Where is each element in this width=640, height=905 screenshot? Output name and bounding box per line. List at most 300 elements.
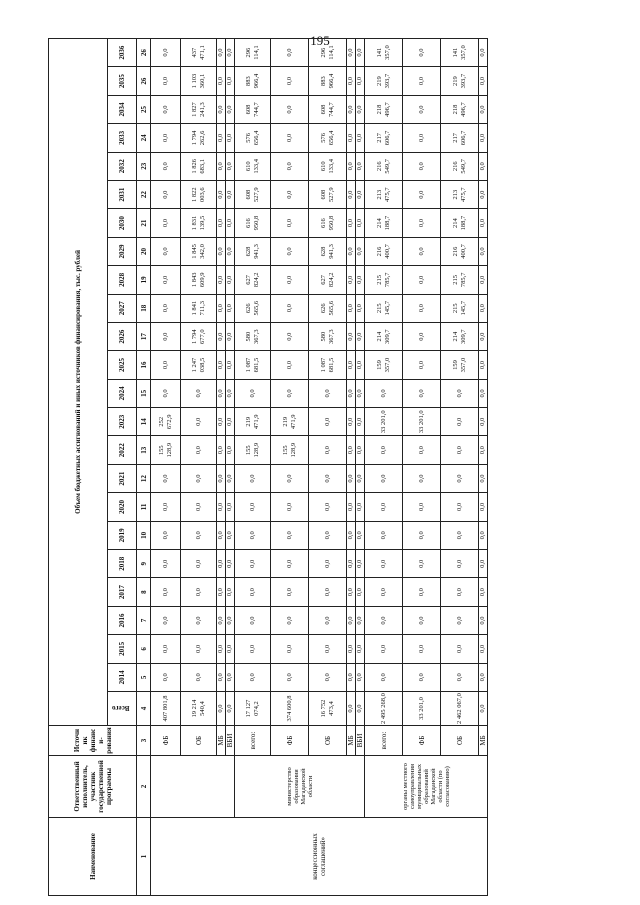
year-value-cell: 0,0 (365, 521, 403, 549)
total-cell: 33 201,0 (403, 692, 441, 726)
header-year: 2020 (108, 493, 137, 521)
header-year: 2021 (108, 464, 137, 492)
year-value-cell: 0,0 (151, 209, 181, 237)
column-number: 18 (137, 294, 151, 322)
year-value-cell: 219 471,9 (235, 408, 271, 436)
header-year: 2029 (108, 237, 137, 265)
year-value-cell: 1 831 139,5 (181, 209, 217, 237)
column-number: 12 (137, 464, 151, 492)
year-value-cell: 0,0 (217, 294, 226, 322)
year-value-cell: 0,0 (479, 663, 488, 691)
column-number: 26 (137, 67, 151, 95)
year-value-cell: 159 357,0 (365, 351, 403, 379)
year-value-cell: 0,0 (226, 663, 235, 691)
total-cell: 0,0 (479, 692, 488, 726)
year-value-cell: 0,0 (403, 635, 441, 663)
year-value-cell: 0,0 (235, 606, 271, 634)
total-cell: 2 462 067,0 (441, 692, 479, 726)
year-value-cell: 0,0 (226, 408, 235, 436)
header-year: 2030 (108, 209, 137, 237)
year-value-cell: 0,0 (365, 464, 403, 492)
year-value-cell: 0,0 (151, 180, 181, 208)
year-value-cell: 0,0 (226, 237, 235, 265)
year-value-cell: 296 114,1 (235, 38, 271, 67)
year-value-cell: 0,0 (151, 237, 181, 265)
year-value-cell: 215 785,7 (365, 266, 403, 294)
page-number: 195 (310, 33, 330, 48)
year-value-cell: 0,0 (226, 493, 235, 521)
funding-source-cell: ВБИ (356, 726, 365, 756)
year-value-cell: 0,0 (271, 550, 309, 578)
column-number: 7 (137, 606, 151, 634)
year-value-cell: 0,0 (309, 379, 347, 407)
header-year: 2014 (108, 663, 137, 691)
year-value-cell: 0,0 (365, 663, 403, 691)
header-year: 2017 (108, 578, 137, 606)
column-number: 2 (137, 756, 151, 818)
total-cell: 17 127 074,2 (235, 692, 271, 726)
year-value-cell: 0,0 (347, 663, 356, 691)
year-value-cell: 883 966,4 (235, 67, 271, 95)
year-value-cell: 0,0 (217, 436, 226, 464)
year-value-cell: 626 565,6 (235, 294, 271, 322)
year-value-cell: 215 145,7 (441, 294, 479, 322)
year-value-cell: 0,0 (479, 351, 488, 379)
year-value-cell: 0,0 (151, 493, 181, 521)
year-value-cell: 0,0 (226, 436, 235, 464)
year-value-cell: 0,0 (356, 464, 365, 492)
year-value-cell: 616 950,8 (235, 209, 271, 237)
header-year: 2027 (108, 294, 137, 322)
year-value-cell: 0,0 (151, 351, 181, 379)
year-value-cell: 0,0 (151, 379, 181, 407)
year-value-cell: 0,0 (151, 152, 181, 180)
year-value-cell: 216 549,7 (441, 152, 479, 180)
year-value-cell: 0,0 (356, 550, 365, 578)
table-rotation-frame (48, 44, 608, 896)
year-value-cell: 0,0 (479, 379, 488, 407)
header-year: 2035 (108, 67, 137, 95)
funding-source-cell: ОБ (309, 726, 347, 756)
year-value-cell: 159 357,0 (441, 351, 479, 379)
table-body (151, 38, 488, 895)
column-number: 10 (137, 521, 151, 549)
year-value-cell: 0,0 (356, 38, 365, 67)
year-value-cell: 218 496,7 (365, 95, 403, 123)
year-value-cell: 608 527,9 (309, 180, 347, 208)
year-value-cell: 0,0 (356, 124, 365, 152)
year-value-cell: 0,0 (181, 606, 217, 634)
year-value-cell: 0,0 (347, 124, 356, 152)
year-value-cell: 0,0 (271, 464, 309, 492)
header-executor: Ответственный исполнитель, участник государственной программы (49, 756, 137, 818)
year-value-cell: 576 656,4 (235, 124, 271, 152)
year-value-cell: 0,0 (271, 322, 309, 350)
year-value-cell: 0,0 (271, 124, 309, 152)
total-cell: 19 214 540,4 (181, 692, 217, 726)
year-value-cell: 0,0 (226, 464, 235, 492)
year-value-cell: 0,0 (347, 408, 356, 436)
year-value-cell: 219 393,7 (365, 67, 403, 95)
year-value-cell: 0,0 (347, 237, 356, 265)
year-value-cell: 0,0 (356, 266, 365, 294)
header-year: 2025 (108, 351, 137, 379)
year-value-cell: 0,0 (151, 124, 181, 152)
year-value-cell: 0,0 (356, 152, 365, 180)
year-value-cell: 33 201,0 (365, 408, 403, 436)
year-value-cell: 0,0 (226, 578, 235, 606)
column-number: 19 (137, 266, 151, 294)
year-value-cell: 0,0 (479, 294, 488, 322)
year-value-cell: 0,0 (271, 606, 309, 634)
year-value-cell: 0,0 (226, 95, 235, 123)
year-value-cell: 0,0 (217, 379, 226, 407)
header-year: 2032 (108, 152, 137, 180)
year-value-cell: 0,0 (226, 294, 235, 322)
funding-source-cell: всего: (365, 726, 403, 756)
header-year: 2031 (108, 180, 137, 208)
year-value-cell: 627 824,2 (309, 266, 347, 294)
total-cell: 374 600,8 (271, 692, 309, 726)
year-value-cell: 608 744,7 (309, 95, 347, 123)
table-row (365, 38, 403, 895)
total-cell: 0,0 (347, 692, 356, 726)
year-value-cell: 0,0 (217, 635, 226, 663)
year-value-cell: 0,0 (479, 436, 488, 464)
year-value-cell: 0,0 (235, 464, 271, 492)
year-value-cell: 0,0 (271, 180, 309, 208)
year-value-cell: 0,0 (181, 493, 217, 521)
year-value-cell: 0,0 (181, 635, 217, 663)
header-total: Всего (108, 692, 137, 726)
column-number: 11 (137, 493, 151, 521)
year-value-cell: 0,0 (181, 578, 217, 606)
header-year: 2026 (108, 322, 137, 350)
year-value-cell: 0,0 (181, 550, 217, 578)
funding-source-cell: всего: (235, 726, 271, 756)
year-value-cell: 628 941,3 (235, 237, 271, 265)
year-value-cell: 0,0 (271, 209, 309, 237)
year-value-cell: 0,0 (365, 379, 403, 407)
year-value-cell: 0,0 (151, 95, 181, 123)
column-number: 14 (137, 408, 151, 436)
year-value-cell: 213 475,7 (441, 180, 479, 208)
year-value-cell: 0,0 (217, 152, 226, 180)
year-value-cell: 0,0 (403, 663, 441, 691)
funding-source-cell: ФБ (151, 726, 181, 756)
year-value-cell: 0,0 (181, 436, 217, 464)
total-cell: 16 752 473,4 (309, 692, 347, 726)
year-value-cell: 0,0 (151, 550, 181, 578)
year-value-cell: 0,0 (226, 606, 235, 634)
year-value-cell: 0,0 (271, 152, 309, 180)
table-row (151, 38, 181, 895)
year-value-cell: 0,0 (356, 209, 365, 237)
year-value-cell: 0,0 (479, 635, 488, 663)
year-value-cell: 0,0 (365, 578, 403, 606)
year-value-cell: 0,0 (479, 209, 488, 237)
year-value-cell: 0,0 (347, 209, 356, 237)
year-value-cell: 0,0 (403, 209, 441, 237)
year-value-cell: 0,0 (151, 521, 181, 549)
table-row (235, 38, 271, 895)
year-value-cell: 0,0 (347, 67, 356, 95)
year-value-cell: 0,0 (479, 550, 488, 578)
year-value-cell: 0,0 (356, 493, 365, 521)
total-cell: 407 801,8 (151, 692, 181, 726)
year-value-cell: 0,0 (347, 180, 356, 208)
year-value-cell: 0,0 (479, 408, 488, 436)
year-value-cell: 0,0 (226, 124, 235, 152)
year-value-cell: 141 357,0 (365, 38, 403, 67)
year-value-cell: 0,0 (226, 322, 235, 350)
funding-table (48, 38, 488, 896)
year-value-cell: 218 496,7 (441, 95, 479, 123)
year-value-cell: 0,0 (479, 124, 488, 152)
year-value-cell: 0,0 (151, 67, 181, 95)
year-value-cell: 214 309,7 (441, 322, 479, 350)
year-value-cell: 216 400,7 (365, 237, 403, 265)
funding-source-cell: ОБ (441, 726, 479, 756)
year-value-cell: 0,0 (347, 578, 356, 606)
year-value-cell: 0,0 (217, 266, 226, 294)
year-value-cell: 0,0 (217, 578, 226, 606)
year-value-cell: 155 128,9 (271, 436, 309, 464)
year-value-cell: 0,0 (441, 606, 479, 634)
year-value-cell: 616 950,8 (309, 209, 347, 237)
year-value-cell: 0,0 (365, 436, 403, 464)
year-value-cell: 0,0 (217, 95, 226, 123)
year-value-cell: 1 794 677,0 (181, 322, 217, 350)
year-value-cell: 0,0 (151, 38, 181, 67)
column-number: 9 (137, 550, 151, 578)
year-value-cell: 627 824,2 (235, 266, 271, 294)
year-value-cell: 1 087 681,5 (309, 351, 347, 379)
year-value-cell: 1 845 342,0 (181, 237, 217, 265)
year-value-cell: 0,0 (271, 663, 309, 691)
year-value-cell: 0,0 (441, 464, 479, 492)
year-value-cell: 0,0 (217, 124, 226, 152)
year-value-cell: 0,0 (479, 152, 488, 180)
year-value-cell: 0,0 (226, 152, 235, 180)
year-value-cell: 610 133,4 (235, 152, 271, 180)
year-value-cell: 215 145,7 (365, 294, 403, 322)
year-value-cell: 0,0 (356, 521, 365, 549)
column-number-row (137, 38, 151, 895)
year-value-cell: 0,0 (365, 493, 403, 521)
year-value-cell: 0,0 (309, 464, 347, 492)
year-value-cell: 0,0 (217, 521, 226, 549)
year-value-cell: 0,0 (347, 635, 356, 663)
year-value-cell: 141 357,0 (441, 38, 479, 67)
year-value-cell: 0,0 (403, 550, 441, 578)
year-value-cell: 580 367,3 (309, 322, 347, 350)
year-value-cell: 0,0 (271, 521, 309, 549)
year-value-cell: 219 393,7 (441, 67, 479, 95)
year-value-cell: 0,0 (403, 266, 441, 294)
year-value-cell: 0,0 (347, 322, 356, 350)
year-value-cell: 0,0 (479, 38, 488, 67)
year-value-cell: 0,0 (181, 464, 217, 492)
year-value-cell: 0,0 (403, 578, 441, 606)
year-value-cell: 0,0 (479, 606, 488, 634)
year-value-cell: 576 656,4 (309, 124, 347, 152)
year-value-cell: 296 114,1 (309, 38, 347, 67)
year-value-cell: 0,0 (235, 379, 271, 407)
year-value-cell: 0,0 (441, 521, 479, 549)
column-number: 13 (137, 436, 151, 464)
header-year: 2022 (108, 436, 137, 464)
column-number: 26 (137, 38, 151, 67)
year-value-cell: 1 822 003,6 (181, 180, 217, 208)
year-value-cell: 0,0 (151, 635, 181, 663)
year-value-cell: 0,0 (309, 606, 347, 634)
year-value-cell: 0,0 (356, 578, 365, 606)
year-value-cell: 0,0 (271, 95, 309, 123)
column-number: 24 (137, 124, 151, 152)
year-value-cell: 219 471,9 (271, 408, 309, 436)
year-value-cell: 0,0 (151, 663, 181, 691)
year-value-cell: 0,0 (403, 237, 441, 265)
column-number: 1 (137, 818, 151, 896)
year-value-cell: 213 475,7 (365, 180, 403, 208)
year-value-cell: 0,0 (347, 493, 356, 521)
table-header (49, 38, 151, 895)
year-value-cell: 0,0 (217, 408, 226, 436)
year-value-cell: 0,0 (271, 578, 309, 606)
year-value-cell: 155 128,9 (151, 436, 181, 464)
year-value-cell: 0,0 (403, 379, 441, 407)
header-source: Источник финанси-рования (49, 726, 137, 756)
year-value-cell: 0,0 (403, 38, 441, 67)
year-value-cell: 155 128,9 (235, 436, 271, 464)
year-value-cell: 0,0 (271, 635, 309, 663)
total-cell: 0,0 (226, 692, 235, 726)
year-value-cell: 0,0 (356, 635, 365, 663)
year-value-cell: 0,0 (181, 379, 217, 407)
year-value-cell: 33 201,0 (403, 408, 441, 436)
year-value-cell: 1 087 681,5 (235, 351, 271, 379)
year-value-cell: 0,0 (271, 67, 309, 95)
year-value-cell: 0,0 (151, 294, 181, 322)
year-value-cell: 0,0 (271, 294, 309, 322)
total-cell: 2 495 268,0 (365, 692, 403, 726)
funding-source-cell: ОБ (181, 726, 217, 756)
year-value-cell: 0,0 (271, 379, 309, 407)
year-value-cell: 0,0 (356, 237, 365, 265)
year-value-cell: 0,0 (309, 408, 347, 436)
year-value-cell: 0,0 (347, 379, 356, 407)
year-value-cell: 0,0 (479, 464, 488, 492)
year-value-cell: 0,0 (151, 266, 181, 294)
year-value-cell: 1 841 711,3 (181, 294, 217, 322)
header-year: 2036 (108, 38, 137, 67)
year-value-cell: 0,0 (226, 351, 235, 379)
year-value-cell: 0,0 (309, 550, 347, 578)
year-value-cell: 0,0 (347, 436, 356, 464)
year-value-cell: 0,0 (479, 180, 488, 208)
year-value-cell: 0,0 (217, 237, 226, 265)
year-value-cell: 0,0 (309, 635, 347, 663)
year-value-cell: 0,0 (347, 521, 356, 549)
funding-source-cell: ФБ (403, 726, 441, 756)
year-value-cell: 0,0 (479, 266, 488, 294)
year-value-cell: 0,0 (347, 266, 356, 294)
year-value-cell: 0,0 (217, 38, 226, 67)
header-name: Наименование (49, 818, 137, 896)
executor-cell: министерство образования Магаданской области (235, 756, 365, 818)
year-value-cell: 0,0 (309, 663, 347, 691)
total-cell: 0,0 (217, 692, 226, 726)
column-number: 16 (137, 351, 151, 379)
year-value-cell: 0,0 (441, 578, 479, 606)
year-value-cell: 0,0 (365, 550, 403, 578)
year-value-cell: 883 966,4 (309, 67, 347, 95)
column-number: 25 (137, 95, 151, 123)
year-value-cell: 0,0 (271, 493, 309, 521)
year-value-cell: 0,0 (226, 379, 235, 407)
header-year: 2024 (108, 379, 137, 407)
year-value-cell: 0,0 (441, 436, 479, 464)
column-number: 21 (137, 209, 151, 237)
year-value-cell: 0,0 (479, 322, 488, 350)
year-value-cell: 1 103 360,1 (181, 67, 217, 95)
year-value-cell: 0,0 (356, 379, 365, 407)
year-value-cell: 0,0 (441, 493, 479, 521)
header-year: 2033 (108, 124, 137, 152)
year-value-cell: 0,0 (181, 521, 217, 549)
year-value-cell: 0,0 (356, 606, 365, 634)
year-value-cell: 608 744,7 (235, 95, 271, 123)
year-value-cell: 0,0 (403, 124, 441, 152)
header-funding-title: Объем бюджетных ассигнований и иных источников финансирования, тыс. рублей (49, 38, 108, 725)
year-value-cell: 626 565,6 (309, 294, 347, 322)
column-number: 3 (137, 726, 151, 756)
year-value-cell: 0,0 (403, 493, 441, 521)
header-year: 2016 (108, 606, 137, 634)
year-value-cell: 214 188,7 (441, 209, 479, 237)
funding-source-cell: МБ (479, 726, 488, 756)
year-value-cell: 0,0 (217, 180, 226, 208)
year-value-cell: 217 606,7 (365, 124, 403, 152)
year-value-cell: 0,0 (235, 493, 271, 521)
year-value-cell: 0,0 (356, 180, 365, 208)
year-value-cell: 0,0 (271, 237, 309, 265)
funding-source-cell: ВБИ (226, 726, 235, 756)
year-value-cell: 0,0 (217, 663, 226, 691)
total-cell: 0,0 (356, 692, 365, 726)
year-value-cell: 0,0 (347, 38, 356, 67)
column-number: 4 (137, 692, 151, 726)
year-value-cell: 216 549,7 (365, 152, 403, 180)
year-value-cell: 0,0 (271, 351, 309, 379)
year-value-cell: 0,0 (235, 550, 271, 578)
year-value-cell: 0,0 (479, 67, 488, 95)
year-value-cell: 0,0 (403, 180, 441, 208)
year-value-cell: 0,0 (403, 436, 441, 464)
column-number: 5 (137, 663, 151, 691)
year-value-cell: 0,0 (217, 464, 226, 492)
year-value-cell: 0,0 (403, 521, 441, 549)
executor-cell: органы местного самоуправления муниципальных образований Магаданской области (по согласованию) (365, 756, 488, 818)
header-year: 2015 (108, 635, 137, 663)
year-value-cell: 0,0 (217, 209, 226, 237)
year-value-cell: 0,0 (226, 180, 235, 208)
funding-source-cell: МБ (347, 726, 356, 756)
year-value-cell: 0,0 (441, 408, 479, 436)
year-value-cell: 0,0 (217, 322, 226, 350)
funding-source-cell: МБ (217, 726, 226, 756)
